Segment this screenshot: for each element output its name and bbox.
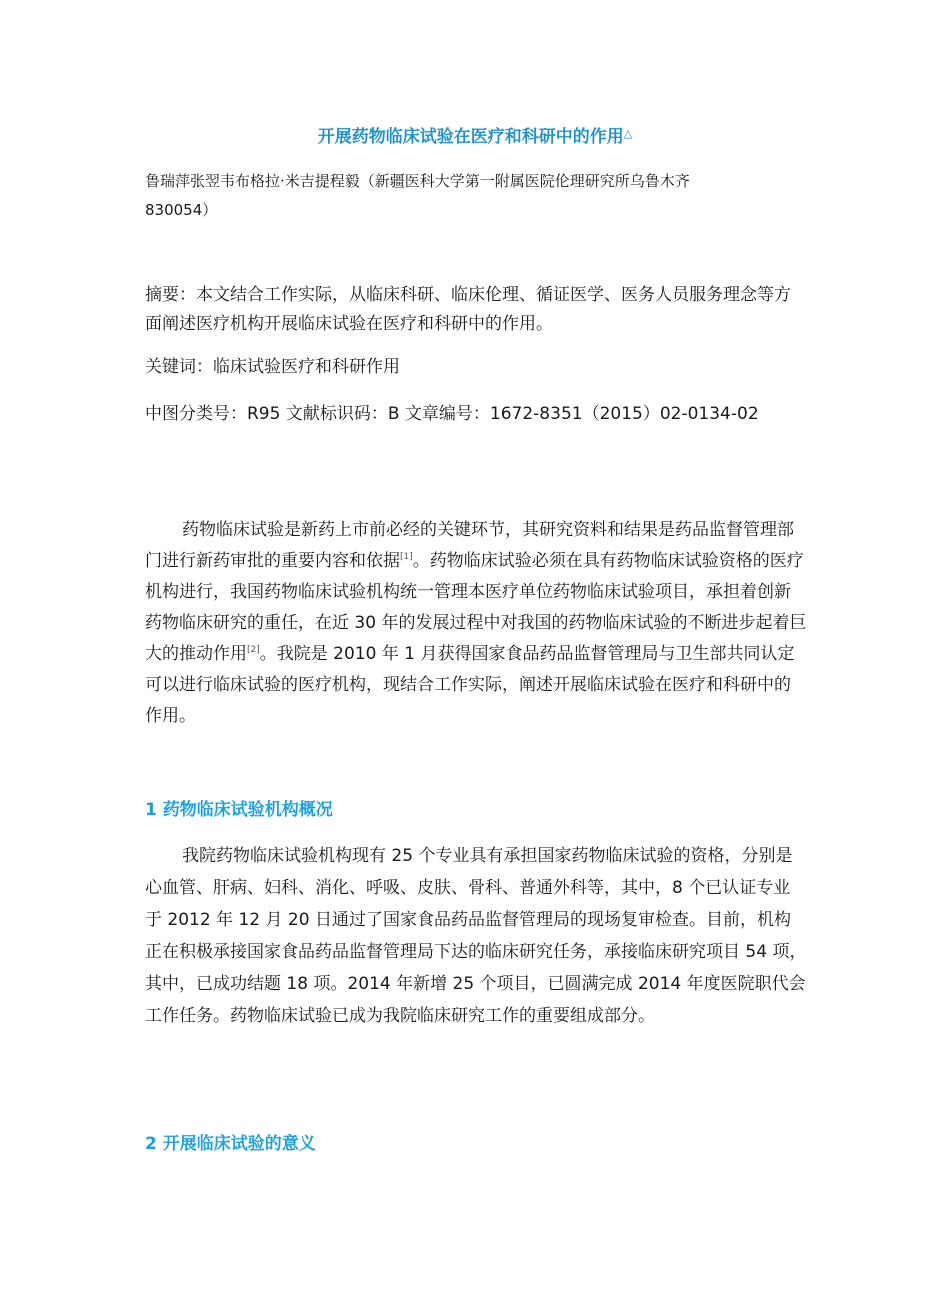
- authors-line-1: 鲁瑞萍张翌韦布格拉·米吉提程毅（新疆医科大学第一附属医院伦理研究所乌鲁木齐: [145, 172, 690, 190]
- funding-mark: △: [623, 127, 633, 140]
- intro-text-1: 药物临床试验是新药上市前必经的关键环节，其研究资料和结果是药品监督管理部门进行新药审批的重要内容和依据: [145, 520, 794, 571]
- section-1-heading: 1 药物临床试验机构概况: [145, 800, 333, 820]
- reference-2: [2]: [247, 645, 260, 655]
- author-affiliation: [145, 167, 805, 225]
- intro-text-3: 。我院是 2010 年 1 月获得国家食品药品监督管理局与卫生部共同认定可以进行临床试验的医疗机构，现结合工作实际，阐述开展临床试验在医疗和科研中的作用。: [145, 644, 795, 726]
- reference-1: [1]: [400, 552, 413, 562]
- classification-info: 中图分类号：R95 文献标识码：B 文章编号：1672-8351（2015）02-0134-02: [145, 404, 759, 424]
- intro-text-2: 。药物临床试验必须在具有药物临床试验资格的医疗机构进行，我国药物临床试验机构统一管理本医疗单位药物临床试验项目，承担着创新药物临床研究的重任，在近 30 年的发展过程中对我国的药物临床试验的不断进步起着巨大的推动作用: [145, 551, 807, 664]
- authors-line-2: 830054）: [145, 201, 218, 219]
- abstract: 摘要：本文结合工作实际，从临床科研、临床伦理、循证医学、医务人员服务理念等方面阐述医疗机构开展临床试验在医疗和科研中的作用。: [145, 285, 791, 334]
- section-2-heading: 2 开展临床试验的意义: [145, 1134, 316, 1154]
- section-1-paragraph: 我院药物临床试验机构现有 25 个专业具有承担国家药物临床试验的资格，分别是心血管、肝病、妇科、消化、呼吸、皮肤、骨科、普通外科等，其中，8 个已认证专业于 2012 年 12 月 20 日通过了国家食品药品监督管理局的现场复审检查。目前，机构正在积极承接国家食品药品监督管理局下达的临床研究任务，承接临床研究项目 54 项，其中，已成功结题 18 项。2014 年新增 25 个项目，已圆满完成 2014 年度医院职代会工作任务。药物临床试验已成为我院临床研究工作的重要组成部分。: [145, 846, 807, 1026]
- article-title: [0, 122, 950, 149]
- keywords: 关键词：临床试验医疗和科研作用: [145, 357, 400, 377]
- intro-paragraph: [145, 515, 807, 732]
- article-title-text: 开展药物临床试验在医疗和科研中的作用: [317, 127, 624, 147]
